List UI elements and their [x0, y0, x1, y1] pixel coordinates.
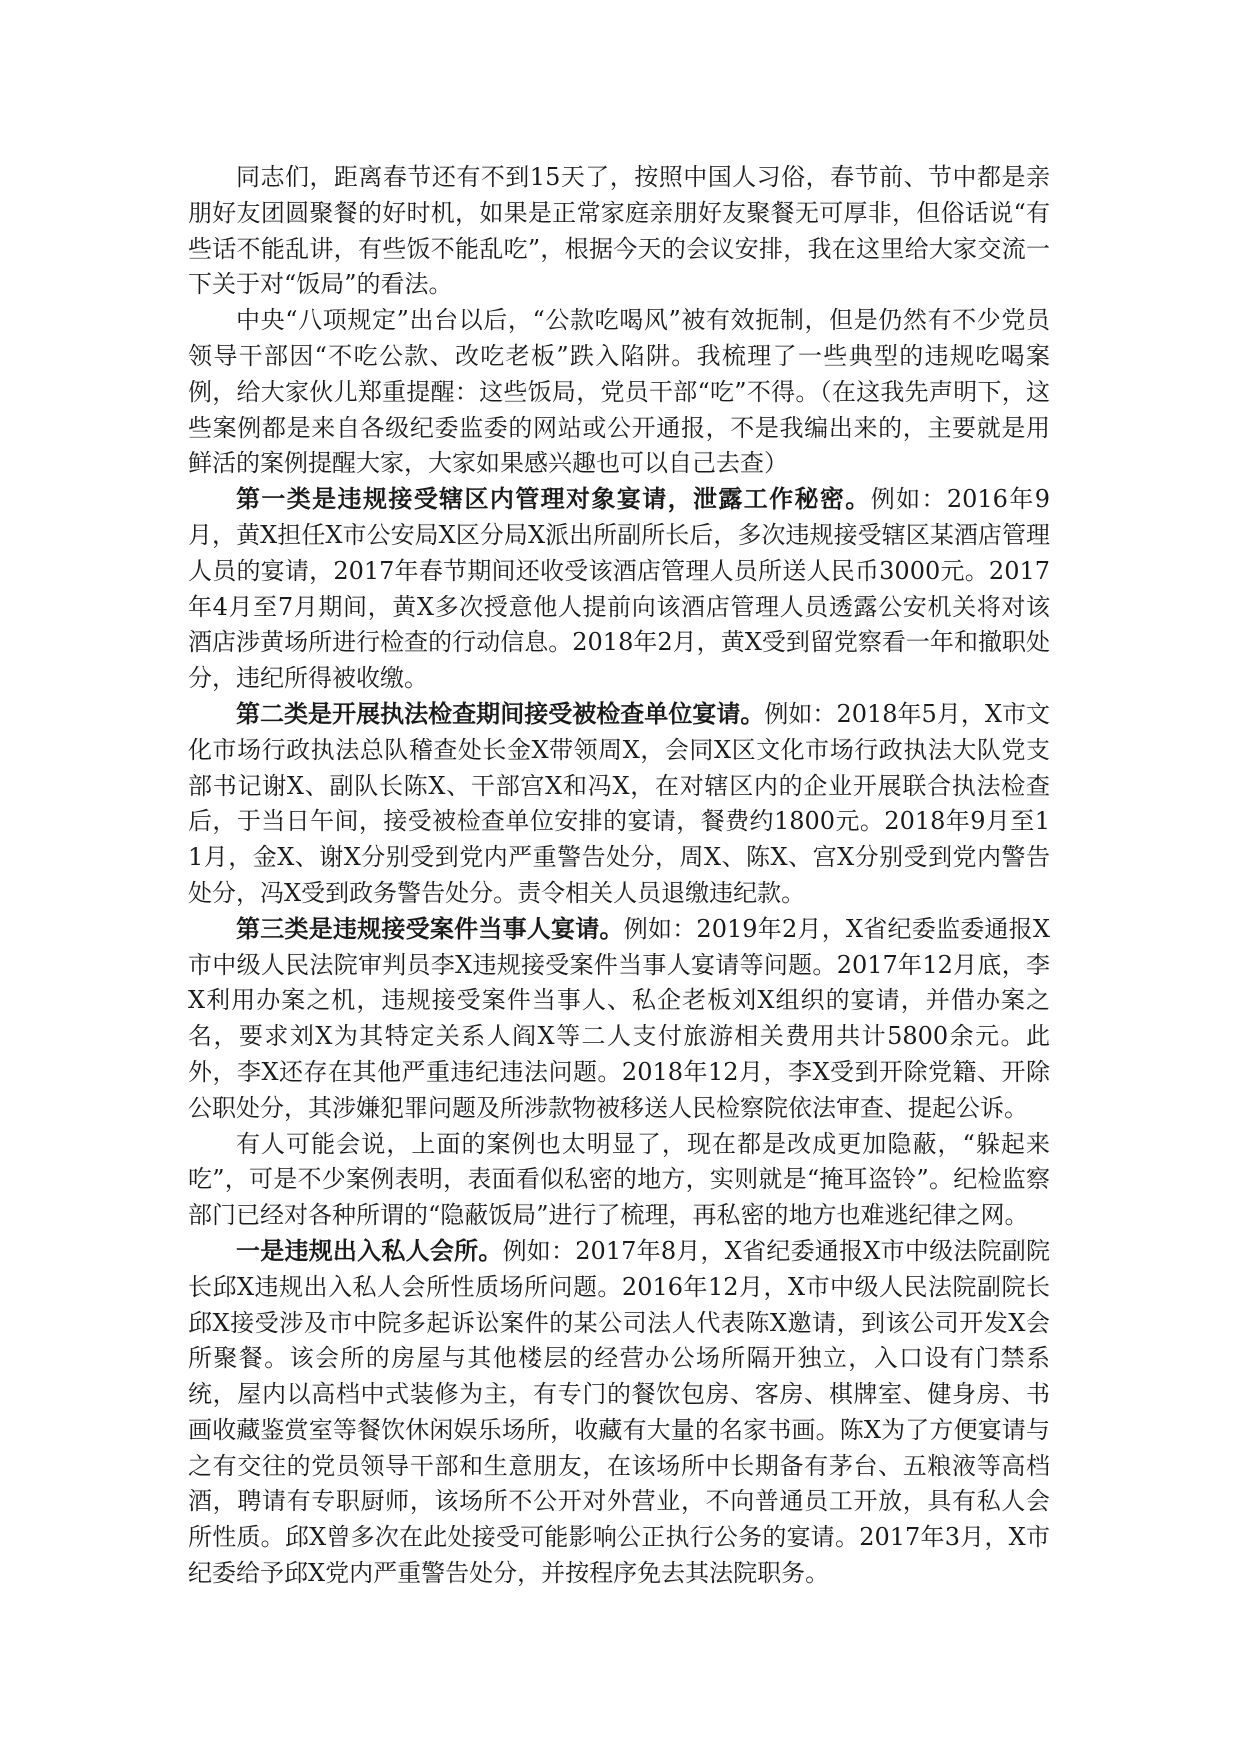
paragraph-category-one: [188, 482, 1050, 697]
paragraph-eight-rules: [188, 303, 1050, 482]
document-body: [188, 160, 1050, 1592]
paragraph-category-three: [188, 912, 1050, 1127]
paragraph-text: 例如：2018年5月，X市文化市场行政执法总队稽查处长金X带领周X，会同X区文化市场行政执法大队党支部书记谢X、副队长陈X、干部宫X和冯X，在对辖区内的企业开展联合执法检查后，于当日午间，接受被检查单位安排的宴请，餐费约1800元。2018年9月至11月，金X、谢X分别受到党内严重警告处分，周X、陈X、宫X分别受到党内警告处分，冯X受到政务警告处分。责令相关人员退缴违纪款。: [188, 699, 1050, 907]
paragraph-category-two: [188, 697, 1050, 912]
paragraph-lead: 第一类是违规接受辖区内管理对象宴请，泄露工作秘密。: [236, 485, 871, 514]
paragraph-lead: 一是违规出入私人会所。: [236, 1236, 503, 1265]
paragraph-private-club: [188, 1234, 1050, 1592]
paragraph-lead: 第二类是开展执法检查期间接受被检查单位宴请。: [236, 699, 765, 728]
paragraph-lead: 第三类是违规接受案件当事人宴请。: [236, 914, 624, 943]
paragraph-text: 例如：2017年8月，X省纪委通报X市中级法院副院长邱X违规出入私人会所性质场所问题。2016年12月，X市中级人民法院副院长邱X接受涉及市中院多起诉讼案件的某公司法人代表陈X邀请，到该公司开发X会所聚餐。该会所的房屋与其他楼层的经营办公场所隔开独立，入口设有门禁系统，屋内以高档中式装修为主，有专门的餐饮包房、客房、棋牌室、健身房、书画收藏鉴赏室等餐饮休闲娱乐场所，收藏有大量的名家书画。陈X为了方便宴请与之有交往的党员领导干部和生意朋友，在该场所中长期备有茅台、五粮液等高档酒，聘请有专职厨师，该场所不公开对外营业，不向普通员工开放，具有私人会所性质。邱X曾多次在此处接受可能影响公正执行公务的宴请。2017年3月，X市纪委给予邱X党内严重警告处分，并按程序免去其法院职务。: [188, 1236, 1050, 1588]
paragraph-text: 有人可能会说，上面的案例也太明显了，现在都是改成更加隐蔽，“躲起来吃”，可是不少案例表明，表面看似私密的地方，实则就是“掩耳盗铃”。纪检监察部门已经对各种所谓的“隐蔽饭局”进行了梳理，再私密的地方也难逃纪律之网。: [188, 1129, 1050, 1230]
paragraph-text: 中央“八项规定”出台以后，“公款吃喝风”被有效扼制，但是仍然有不少党员领导干部因“不吃公款、改吃老板”跌入陷阱。我梳理了一些典型的违规吃喝案例，给大家伙儿郑重提醒：这些饭局，党员干部“吃”不得。（在这我先声明下，这些案例都是来自各级纪委监委的网站或公开通报，不是我编出来的，主要就是用鲜活的案例提醒大家，大家如果感兴趣也可以自己去查）: [188, 306, 1050, 478]
paragraph-text: 例如：2016年9月，黄X担任X市公安局X区分局X派出所副所长后，多次违规接受辖区某酒店管理人员的宴请，2017年春节期间还收受该酒店管理人员所送人民币3000元。2017年4月至7月期间，黄X多次授意他人提前向该酒店管理人员透露公安机关将对该酒店涉黄场所进行检查的行动信息。2018年2月，黄X受到留党察看一年和撤职处分，违纪所得被收缴。: [188, 485, 1050, 693]
paragraph-hidden-banquets: [188, 1127, 1050, 1234]
paragraph-intro: [188, 160, 1050, 303]
paragraph-text: 例如：2019年2月，X省纪委监委通报X市中级人民法院审判员李X违规接受案件当事人宴请等问题。2017年12月底，李X利用办案之机，违规接受案件当事人、私企老板刘X组织的宴请，并借办案之名，要求刘X为其特定关系人阎X等二人支付旅游相关费用共计5800余元。此外，李X还存在其他严重违纪违法问题。2018年12月，李X受到开除党籍、开除公职处分，其涉嫌犯罪问题及所涉款物被移送人民检察院依法审查、提起公诉。: [188, 914, 1050, 1122]
paragraph-text: 同志们，距离春节还有不到15天了，按照中国人习俗，春节前、节中都是亲朋好友团圆聚餐的好时机，如果是正常家庭亲朋好友聚餐无可厚非，但俗话说“有些话不能乱讲，有些饭不能乱吃”，根据今天的会议安排，我在这里给大家交流一下关于对“饭局”的看法。: [188, 163, 1050, 299]
